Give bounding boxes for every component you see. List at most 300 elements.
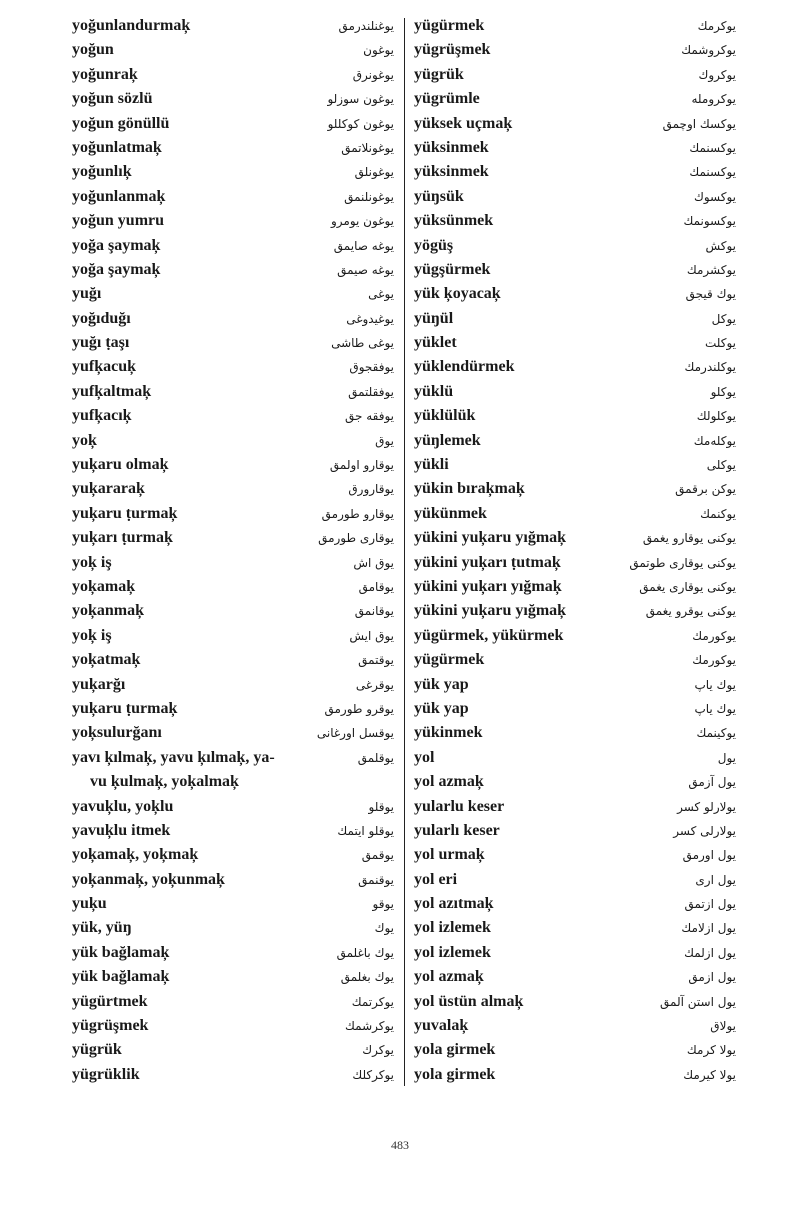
entry-ottoman-script: يوق ايش (349, 628, 394, 643)
entry-transliteration (72, 380, 151, 404)
entry-transliteration (414, 136, 489, 160)
entry-transliteration (414, 160, 489, 184)
entry-ottoman-script: يوكسنمك (689, 140, 736, 155)
entry-transliteration (414, 916, 491, 940)
entry-ottoman-script: يوكرشمك (345, 1019, 394, 1034)
entry-transliteration (72, 599, 144, 623)
entry-ottoman-script: يوفقلتمق (348, 384, 394, 399)
entry-headword: yoğunlandurmaķ (72, 17, 191, 34)
dictionary-entry (72, 965, 394, 989)
dictionary-entry (72, 307, 394, 331)
entry-headword: yuğı ṭaşı (72, 334, 130, 352)
entry-ottoman-script: يوكورمك (692, 653, 736, 668)
dictionary-entry (414, 234, 736, 258)
entry-ottoman-script: يول ازتمق (684, 897, 736, 912)
entry-transliteration (414, 453, 449, 477)
entry-headword: yügürtmek (72, 992, 148, 1010)
entry-headword: yügürmek (414, 17, 485, 34)
entry-ottoman-script: يوقلو (368, 799, 394, 814)
entry-headword: yük yap (414, 675, 469, 693)
entry-transliteration (414, 1038, 495, 1062)
entry-headword: yügrüşmek (414, 41, 491, 59)
entry-headword: yuķaru olmaķ (72, 456, 169, 474)
dictionary-entry (72, 673, 394, 697)
entry-ottoman-script: يوغى طاشى (331, 336, 394, 351)
dictionary-entry (414, 990, 736, 1014)
entry-transliteration (414, 185, 464, 209)
entry-headword: yük bağlamaķ (72, 968, 170, 986)
entry-ottoman-script: يوقامق (358, 579, 394, 594)
entry-transliteration (72, 14, 190, 38)
entry-ottoman-script: يوكرتمك (351, 994, 394, 1009)
dictionary-entry (72, 892, 394, 916)
entry-ottoman-script: يول ازمق (688, 970, 736, 985)
dictionary-entry (414, 258, 736, 282)
dictionary-entry (414, 648, 736, 672)
dictionary-entry (72, 185, 394, 209)
entry-transliteration (414, 380, 453, 404)
entry-ottoman-script: يوكلو (710, 384, 736, 399)
dictionary-entry (72, 282, 394, 306)
entry-headword: yüŋsük (414, 187, 464, 205)
entry-ottoman-script: يول آزمق (688, 775, 736, 790)
entry-ottoman-script: يوغون كوكللو (327, 116, 394, 131)
entry-transliteration (72, 868, 225, 892)
entry-transliteration (414, 429, 481, 453)
dictionary-entry (72, 916, 394, 940)
entry-ottoman-script: يول ازلامك (681, 921, 736, 936)
entry-transliteration (72, 112, 169, 136)
entry-transliteration (72, 234, 160, 258)
entry-transliteration (72, 477, 145, 501)
entry-headword: yoğun yumru (72, 212, 165, 230)
entry-ottoman-script: يوقرو طورمق (324, 701, 394, 716)
entry-headword: yügrümle (414, 90, 480, 108)
entry-transliteration (72, 1063, 140, 1087)
dictionary-entry (72, 234, 394, 258)
entry-headword: yoķ iş (72, 626, 112, 644)
entry-headword: yoğa şaymaķ (72, 236, 161, 254)
entry-transliteration (414, 624, 563, 648)
entry-ottoman-script: يوكلى (706, 458, 736, 473)
entry-ottoman-script: يول استن آلمق (660, 994, 736, 1009)
entry-ottoman-script: يول (717, 750, 736, 765)
dictionary-entry (72, 136, 394, 160)
dictionary-entry (414, 355, 736, 379)
entry-ottoman-script: يوك باغلمق (336, 945, 394, 960)
entry-transliteration (72, 209, 164, 233)
entry-ottoman-script: يوفقه جق (344, 409, 394, 424)
dictionary-entry (414, 136, 736, 160)
entry-transliteration (72, 87, 152, 111)
entry-headword: yularlu keser (414, 797, 505, 815)
entry-headword: yügrük (414, 65, 464, 83)
entry-headword: yol (414, 748, 435, 766)
entry-transliteration (72, 282, 101, 306)
entry-headword: yükini yuķarı yığmaķ (414, 577, 562, 595)
entry-transliteration (414, 14, 484, 38)
entry-headword: yoķamaķ (72, 577, 136, 595)
entry-headword-continuation: vu ķulmaķ, yoķalmaķ (90, 773, 239, 791)
entry-transliteration (72, 429, 97, 453)
entry-ottoman-script: يوكن برقمق (675, 482, 736, 497)
entry-headword: yoğunlatmaķ (72, 138, 162, 156)
entry-headword: yularlı keser (414, 821, 500, 839)
dictionary-entry (414, 331, 736, 355)
dictionary-entry (414, 965, 736, 989)
entry-ottoman-script: يوغى (368, 287, 394, 302)
entry-headword: yavuķlu, yoķlu (72, 797, 174, 815)
entry-transliteration (72, 843, 198, 867)
entry-transliteration (72, 990, 148, 1014)
entry-ottoman-script: يوفقجوق (349, 360, 394, 375)
entry-ottoman-script: يوق اش (353, 555, 394, 570)
entry-transliteration (72, 892, 107, 916)
right-column (414, 14, 736, 1087)
entry-headword: yuķarı ṭurmaķ (72, 529, 173, 547)
entry-ottoman-script: يوكينمك (696, 726, 736, 741)
dictionary-entry (414, 941, 736, 965)
entry-ottoman-script: يوقارو طورمق (321, 506, 394, 521)
entry-headword: yoğunraķ (72, 65, 138, 83)
entry-ottoman-script: يوكرمك (697, 19, 736, 33)
entry-transliteration (72, 624, 112, 648)
entry-headword: yuğı (72, 285, 102, 303)
entry-ottoman-script: يولا كيرمك (683, 1067, 736, 1082)
entry-headword: yoķ (72, 431, 97, 449)
entry-transliteration (72, 965, 169, 989)
dictionary-entry (414, 843, 736, 867)
entry-ottoman-script: يوكنى يوقارى طوتمق (629, 555, 736, 570)
dictionary-entry (72, 160, 394, 184)
entry-ottoman-script: يولارلو كسر (677, 799, 736, 814)
entry-transliteration (72, 819, 170, 843)
entry-ottoman-script: يولارلى كسر (673, 823, 736, 838)
entry-transliteration (414, 258, 490, 282)
entry-ottoman-script: يوغون (363, 43, 394, 58)
dictionary-entry (414, 575, 736, 599)
dictionary-entry (72, 599, 394, 623)
dictionary-entry (414, 1014, 736, 1038)
dictionary-entry (414, 770, 736, 794)
entry-ottoman-script: يوغونرق (352, 67, 394, 82)
dictionary-entry (414, 819, 736, 843)
entry-ottoman-script: يوغه صايمق (333, 238, 394, 253)
dictionary-entry (72, 112, 394, 136)
left-column (72, 14, 394, 1087)
dictionary-entry (414, 87, 736, 111)
entry-ottoman-script: يوقارى طورمق (318, 531, 394, 546)
entry-headword: yük yap (414, 699, 469, 717)
entry-headword: yufķaltmaķ (72, 382, 152, 400)
entry-transliteration (72, 941, 169, 965)
entry-transliteration (72, 502, 177, 526)
entry-transliteration (72, 1038, 122, 1062)
entry-headword: yögüş (414, 236, 454, 254)
entry-ottoman-script: يوغونلاتمق (341, 140, 394, 155)
entry-transliteration (72, 331, 129, 355)
dictionary-entry (414, 599, 736, 623)
column-divider (404, 18, 405, 1086)
entry-headword: yol urmaķ (414, 846, 485, 864)
entry-headword: yufķacıķ (72, 407, 132, 425)
entry-ottoman-script: يوقانمق (354, 604, 394, 619)
entry-transliteration (414, 526, 566, 550)
entry-ottoman-script: يوك ياپ (694, 701, 736, 716)
page-number: 483 (391, 1138, 409, 1152)
dictionary-entry (414, 14, 736, 38)
entry-ottoman-script: يوكلت (704, 336, 736, 351)
entry-ottoman-script: يول اورمق (682, 848, 736, 863)
dictionary-entry (72, 819, 394, 843)
entry-headword: yoķamaķ, yoķmaķ (72, 846, 199, 864)
dictionary-entry (72, 63, 394, 87)
entry-headword: yoğun sözlü (72, 90, 153, 108)
dictionary-entry (414, 1063, 736, 1087)
dictionary-entry (414, 795, 736, 819)
entry-ottoman-script: يوكروك (698, 67, 736, 82)
dictionary-entry (72, 697, 394, 721)
dictionary-entry (72, 404, 394, 428)
entry-transliteration (72, 136, 162, 160)
entry-headword: yol eri (414, 870, 458, 888)
dictionary-entry (72, 795, 394, 819)
dictionary-entry (72, 551, 394, 575)
entry-transliteration (72, 721, 162, 745)
entry-ottoman-script: يوقسل اورغانى (316, 726, 394, 741)
entry-transliteration (72, 795, 173, 819)
entry-transliteration (414, 575, 562, 599)
dictionary-entry (414, 868, 736, 892)
entry-transliteration (414, 112, 512, 136)
dictionary-entry (72, 355, 394, 379)
entry-transliteration (72, 551, 112, 575)
entry-ottoman-script: يوكروشمك (681, 43, 736, 58)
entry-headword: yüklülük (414, 407, 476, 425)
entry-headword: yük ķoyacaķ (414, 285, 501, 303)
entry-ottoman-script: يوغه صيمق (337, 262, 394, 277)
dictionary-entry (72, 502, 394, 526)
dictionary-entry (414, 477, 736, 501)
entry-headword: yükini yuķarı ṭutmaķ (414, 553, 561, 571)
dictionary-entry (72, 38, 394, 62)
dictionary-entry (72, 87, 394, 111)
entry-transliteration (414, 477, 525, 501)
entry-transliteration (414, 355, 514, 379)
dictionary-entry (72, 843, 394, 867)
entry-headword: yol azmaķ (414, 773, 484, 791)
entry-transliteration (72, 404, 132, 428)
entry-ottoman-script: يوكش (705, 238, 736, 253)
entry-headword: yügrüşmek (72, 1017, 149, 1035)
entry-ottoman-script: يوك (374, 921, 394, 936)
entry-transliteration (414, 965, 484, 989)
entry-headword: yuķu (72, 895, 107, 913)
entry-ottoman-script: يوقارو اولمق (329, 458, 394, 473)
entry-ottoman-script: يوكسوك (693, 189, 736, 204)
entry-headword: yüklet (414, 334, 457, 352)
entry-transliteration (414, 697, 469, 721)
entry-transliteration (414, 282, 501, 306)
entry-headword: yüklendürmek (414, 358, 515, 376)
entry-transliteration (414, 648, 484, 672)
dictionary-entry (414, 697, 736, 721)
entry-transliteration (414, 551, 561, 575)
dictionary-entry (414, 282, 736, 306)
entry-transliteration (414, 1014, 468, 1038)
entry-ottoman-script: يوغنلندرمق (338, 19, 394, 33)
entry-transliteration (72, 648, 140, 672)
dictionary-entry (414, 429, 736, 453)
entry-headword: yufķacuķ (72, 358, 137, 376)
dictionary-entry (72, 990, 394, 1014)
entry-ottoman-script: يوكنى يوقرو يغمق (645, 604, 736, 619)
entry-transliteration (72, 38, 114, 62)
entry-transliteration (414, 599, 566, 623)
entry-headword: yoğun (72, 41, 114, 59)
entry-transliteration (72, 697, 177, 721)
entry-ottoman-script: يوقرغى (355, 677, 394, 692)
dictionary-entry (414, 892, 736, 916)
dictionary-entry (414, 551, 736, 575)
entry-headword: yuvalaķ (414, 1017, 469, 1035)
entry-headword: yol izlemek (414, 943, 491, 961)
entry-ottoman-script: يوكرك (362, 1043, 394, 1058)
entry-headword: yükinmek (414, 724, 483, 742)
entry-transliteration (72, 307, 131, 331)
entry-transliteration (414, 234, 453, 258)
entry-transliteration (72, 63, 138, 87)
entry-ottoman-script: يوك قيجق (685, 287, 736, 302)
entry-transliteration (414, 746, 434, 770)
entry-ottoman-script: يول ازلمك (684, 945, 736, 960)
dictionary-entry (414, 404, 736, 428)
entry-transliteration (414, 819, 500, 843)
dictionary-entry (414, 380, 736, 404)
entry-transliteration (414, 770, 484, 794)
entry-transliteration (414, 795, 504, 819)
dictionary-entry (72, 380, 394, 404)
entry-ottoman-script: يوقارورق (348, 482, 394, 497)
dictionary-entry (414, 160, 736, 184)
entry-headword: yoķatmaķ (72, 651, 141, 669)
entry-headword: yol üstün almaķ (414, 992, 524, 1010)
entry-transliteration (414, 307, 453, 331)
entry-transliteration (414, 38, 490, 62)
entry-headword: yol izlemek (414, 919, 491, 937)
dictionary-entry (72, 721, 394, 745)
entry-headword: yüksinmek (414, 138, 489, 156)
entry-headword: yügşürmek (414, 260, 491, 278)
entry-ottoman-script: يوكل (711, 311, 736, 326)
entry-ottoman-script: يوقو (372, 897, 394, 912)
dictionary-entry (72, 209, 394, 233)
dictionary-entry (414, 209, 736, 233)
dictionary-entry (414, 112, 736, 136)
entry-transliteration (414, 1063, 495, 1087)
entry-transliteration (414, 404, 475, 428)
entry-headword: yüklü (414, 382, 454, 400)
entry-headword: yükini yuķaru yığmaķ (414, 602, 567, 620)
entry-headword: yoğunlanmaķ (72, 187, 166, 205)
entry-headword: yüksek uçmaķ (414, 114, 513, 132)
entry-ottoman-script: يوكنمك (700, 506, 736, 521)
entry-ottoman-script: يوكلندرمك (684, 360, 736, 375)
dictionary-entry (72, 453, 394, 477)
entry-headword: yüksünmek (414, 212, 494, 230)
dictionary-entry (72, 648, 394, 672)
entry-transliteration (414, 941, 491, 965)
entry-ottoman-script: يوقلو ايتمك (337, 823, 394, 838)
entry-headword: yavı ķılmaķ, yavu ķılmaķ, ya- (72, 748, 275, 766)
entry-ottoman-script: يوغون سوزلو (327, 92, 394, 107)
dictionary-entry (72, 331, 394, 355)
entry-transliteration (414, 502, 487, 526)
entry-headword: yükünmek (414, 504, 487, 522)
dictionary-entry (72, 868, 394, 892)
entry-transliteration (414, 892, 494, 916)
entry-ottoman-script: يوكنى يوقارو يغمق (642, 531, 736, 546)
entry-headword: yügürmek, yükürmek (414, 626, 564, 644)
entry-transliteration (72, 355, 136, 379)
entry-transliteration (72, 575, 135, 599)
entry-ottoman-script: يوك بغلمق (340, 970, 394, 985)
dictionary-entry (414, 526, 736, 550)
dictionary-entry (72, 14, 394, 38)
entry-ottoman-script: يوك ياپ (694, 677, 736, 692)
dictionary-entry (72, 1063, 394, 1087)
entry-headword: yoķ iş (72, 553, 112, 571)
entry-transliteration (414, 843, 485, 867)
entry-transliteration (72, 746, 394, 795)
entry-ottoman-script: يوكروملە (691, 92, 736, 107)
entry-ottoman-script: يوغونلق (354, 165, 394, 180)
entry-ottoman-script: يوقنمق (358, 872, 394, 887)
entry-headword: yüksinmek (414, 163, 489, 181)
entry-ottoman-script: يول ارى (695, 872, 736, 887)
entry-headword: yük, yüŋ (72, 919, 132, 937)
entry-headword: yoğıduğı (72, 309, 131, 327)
dictionary-entry (72, 1014, 394, 1038)
entry-ottoman-script: يوكنى يوقارى يغمق (639, 579, 736, 594)
entry-transliteration (414, 990, 523, 1014)
entry-ottoman-script: يوقمق (361, 848, 394, 863)
entry-transliteration (72, 1014, 148, 1038)
entry-ottoman-script: يوغيدوغى (346, 311, 394, 326)
dictionary-entry (72, 575, 394, 599)
entry-transliteration (72, 453, 168, 477)
entry-headword: yola girmek (414, 1065, 496, 1083)
entry-ottoman-script: يوقلمق (357, 750, 394, 765)
entry-transliteration (72, 185, 165, 209)
dictionary-entry (72, 258, 394, 282)
entry-headword: yoķanmaķ, yoķunmaķ (72, 870, 225, 888)
entry-transliteration (414, 868, 457, 892)
dictionary-entry (414, 38, 736, 62)
entry-transliteration (72, 258, 160, 282)
entry-headword: yoķanmaķ (72, 602, 145, 620)
dictionary-entry (414, 453, 736, 477)
entry-headword: yol azmaķ (414, 968, 484, 986)
entry-ottoman-script: يوكسنمك (689, 165, 736, 180)
entry-headword: yüŋlemek (414, 431, 481, 449)
dictionary-entry (72, 477, 394, 501)
entry-headword: yuķaru ṭurmaķ (72, 504, 178, 522)
entry-headword: yoğun gönüllü (72, 114, 170, 132)
entry-transliteration (72, 160, 132, 184)
entry-headword: yügürmek (414, 651, 485, 669)
dictionary-entry (72, 429, 394, 453)
